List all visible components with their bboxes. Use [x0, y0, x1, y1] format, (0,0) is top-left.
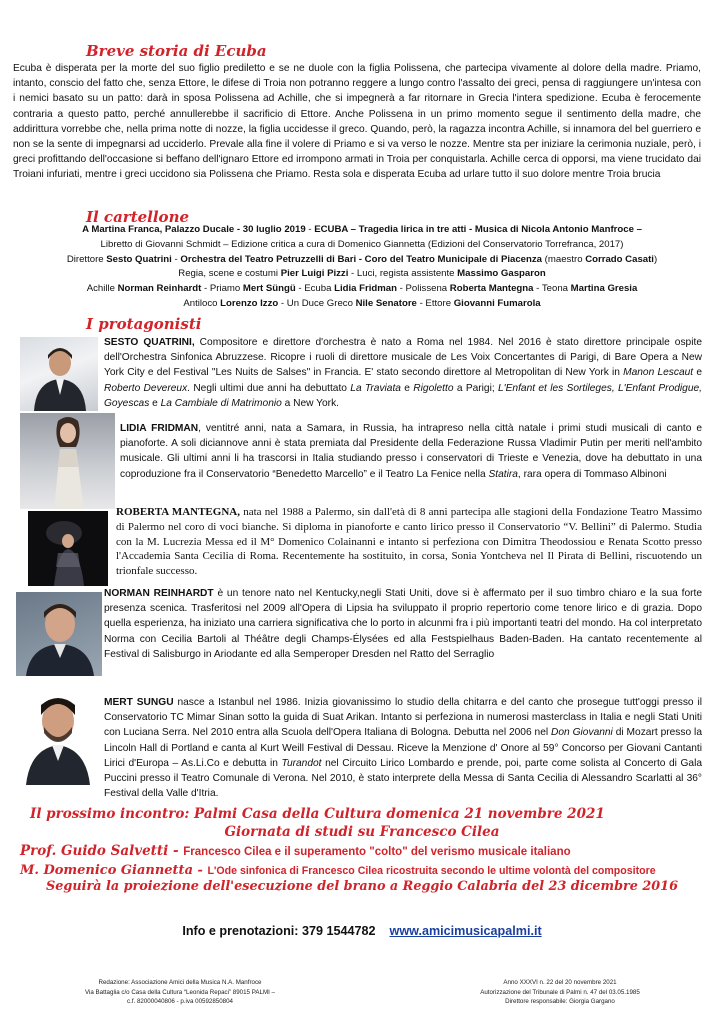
portrait-illustration [22, 689, 94, 785]
bio-roberta-mantegna: ROBERTA MANTEGNA, nata nel 1988 a Palermo, sin dall'età di 8 anni partecipa alle stagioni della Fondazione Teatro Massimo di Palermo nel coro di voci bianche. Si diploma in pianoforte e canto lirico presso il Conservatorio “V. Bellini” di Palermo. Studia con la M. Lucrezia Messa ed il M° Domenico Colainanni e intanto si perfeziona con Dimitra Theodossiou e Renata Scotto presso l'Accademia Santa Cecilia di Roma. Recentemente ha sostituito, in corsa, Sonia Yontcheva nel Il Pirata di Bellini, riscuotendo un trionfale successo. [116, 506, 702, 578]
roberta-mantegna-photo [28, 511, 108, 586]
cartellone-block [8, 223, 716, 312]
speaker-1-name: Prof. Guido Salvetti - [20, 843, 184, 859]
next-meeting-line-2: Giornata di studi su Francesco Cilea [224, 824, 500, 840]
speaker-1-talk: Francesco Cilea e il superamento "colto" del verismo musicale italiano [183, 846, 571, 858]
protagonisti-title: I protagonisti [86, 315, 202, 333]
info-phone: Info e prenotazioni: 379 1544782 [182, 924, 376, 938]
sesto-quatrini-photo [20, 337, 98, 411]
history-text: Ecuba è disperata per la morte del suo figlio prediletto e se ne duole con la figlia Polissena, che partecipa vivamente al dolore della madre. Priamo, intanto, conscio del fatto che, senza Ettore, le difese di Troia non potranno reggere a lungo contro l'assalto dei greci, pensa di raggiungere un'intesa con i nemici basato su un patto: darà in sposa Polissena ad Achille, che si impegnerà a far ritornare in Grecia l'intera spedizione. Ecuba è ferocemente contraria a questo patto, perché annullerebbe il sacrificio di Ettore. Anche Polissena in un primo momento segue il sentimento della madre, che addirittura vorrebbe che, nella prima notte di nozze, la figlia uccidesse il greco. Quando, però, la ragazza incontra Achille, si innamora del bel guerriero e non se la sente di impegnarsi ad ucciderlo. Prevale alla fine il volere di Priamo e si va verso le nozze. Mentre sta per iniziare la cerimonia nuziale, però, i greci profittando dell'occasione si beffano dell'ignaro Ettore ed irrompono armati in Troia per conquistarla. Achille cerca di opporsi, ma viene trucidato dai Troiani infuriati, mentre i greci uccidono sia Polissena che Priamo. Resta sola e disperata Ecuba ad urlare tutto il suo dolore mentre Troia brucia [13, 63, 701, 181]
portrait-illustration [20, 337, 98, 411]
bio-sesto-quatrini: SESTO QUATRINI, Compositore e direttore d'orchestra è nato a Roma nel 1984. Nel 2016 è stato direttore principale ospite dell'Orchestra Sinfonica Abruzzese. Ricopre i ruoli di direttore musicale de Les Voix Concertantes di Parigi, di Bare Opera a New York City e del Festival "Les Nuits de Salses" in Francia. E' stato secondo direttore al Metropolitan di New York in Manon Lescaut e Roberto Devereux. Negli ultimi due anni ha debuttato La Traviata e Rigoletto a Parigi; L'Enfant et les Sortileges, L'Enfant Prodigue, Goyescas e La Cambiale di Matrimonio a New York. [104, 337, 702, 409]
cartellone-line-5: Achille Norman Reinhardt - Priamo Mert Süngü - Ecuba Lidia Fridman - Polissena Roberta Mantegna - Teona Martina Gresia [86, 283, 638, 295]
portrait-illustration [16, 592, 102, 676]
speaker-2-row [20, 861, 656, 879]
website-link[interactable]: www.amicimusicapalmi.it [389, 924, 542, 938]
bio-mert-sungu: MERT SUNGU nasce a Istanbul nel 1986. Inizia giovanissimo lo studio della chitarra e del canto che prosegue tutt'oggi presso il Conservatorio TC Mimar Sinan sotto la guida di Suat Arikan. Intanto si perfeziona in numerosi masterclass in Italia e negli Stati Uniti con Luciana Serra. Nel 2010 entra alla Scuola dell'Opera Italiana di Bologna. Debutta nel 2006 nel Don Giovanni di Mozart presso la Lincoln Hall di Portland e canta al Kurt Weill Festival di Dessau. Riceve la Menzione d' Onore al 59° Concorso per Giovani Cantanti Lirici d'Europa – As.Li.Co e debutta in Turandot nel Circuito Lirico Lombardo e prende, poi, parte come solista al Concerto di Gala Puccini presso il Teatro Comunale di Verona. Nel 2010, è stato interprete della Messa di Santa Cecilia di Alessandro Scarlatti al 36° Festival della Valle d'Itria. [104, 697, 702, 800]
bio-lidia-fridman: LIDIA FRIDMAN, ventitré anni, nata a Samara, in Russia, ha intrapreso nella città natale i primi studi musicali di canto e pianoforte. A soli diciannove anni è stata premiata dal Presidente della Federazione Russa Vladimir Putin per meriti nell'ambito musicale. Gli ultimi anni li ha trascorsi in Italia studiando presso i conservatori di Trieste e Venezia, dove ha debuttato in una coproduzione fra il Conservatorio “Benedetto Marcello” e il Teatro La Fenice nella Statira, rara opera di Tommaso Albinoni [120, 423, 702, 480]
cartellone-line-1: A Martina Franca, Palazzo Ducale - 30 luglio 2019 - ECUBA – Tragedia lirica in tre atti - Musica di Nicola Antonio Manfroce – [82, 224, 642, 235]
mert-sungu-photo [22, 689, 94, 785]
speaker-2-talk: L'Ode sinfonica di Francesco Cilea ricostruita secondo le ultime volontà del compositore [207, 865, 656, 877]
cartellone-line-4: Regia, scene e costumi Pier Luigi Pizzi - Luci, regista assistente Massimo Gasparon [178, 268, 546, 280]
info-row [0, 924, 724, 938]
history-title: Breve storia di Ecuba [86, 42, 267, 60]
cartellone-line-3: Direttore Sesto Quatrini - Orchestra del Teatro Petruzzelli di Bari - Coro del Teatro Municipale di Piacenza (maestro Corrado Casati) [66, 253, 658, 265]
footer-address: Via Battaglia c/o Casa della Cultura “Leonida Repaci” 89015 PALMI – [85, 988, 275, 996]
footer-left [30, 978, 330, 1007]
norman-reinhardt-photo [16, 592, 102, 676]
footer-issue: Anno XXXVI n. 22 del 20 novembre 2021 [503, 979, 617, 986]
next-meeting-line-1: Il prossimo incontro: Palmi Casa della Cultura domenica 21 novembre 2021 [30, 806, 605, 822]
footer-authorization: Autorizzazione del Tribunale di Palmi n. 47 del 03.05.1985 [480, 988, 640, 996]
next-meeting-line-5: Seguirà la proiezione dell'esecuzione del brano a Reggio Calabria del 23 dicembre 2016 [45, 879, 678, 894]
footer-tax: c.f. 82000040806 - p.iva 00592850804 [127, 998, 233, 1005]
cartellone-line-2: Libretto di Giovanni Schmidt – Edizione critica a cura di Domenico Giannetta (Edizioni del Conservatorio Torrefranca, 2017) [100, 238, 624, 250]
speaker-1-row [20, 842, 571, 860]
cartellone-line-6: Antiloco Lorenzo Izzo - Un Duce Greco Nile Senatore - Ettore Giovanni Fumarola [183, 297, 541, 309]
bio-norman-reinhardt: NORMAN REINHARDT è un tenore nato nel Kentucky,negli Stati Uniti, dove si è affermato per il suo timbro chiaro e la sua forte presenza scenica. Trasferitosi nel 2009 all'Opera di Lipsia ha sviluppato il proprio repertorio come tenore lirico e di grazia. Dopo quella esperienza, ha iniziato una carriera significativa che lo porto in alcunmi fra i più importanti teatri del mondo. Ha col interpretato Norma con Cecilia Bartoli al Théâtre degli Champs-Élysées ed alla Festspielhaus Baden-Baden. Ha cantato recentemente al Festival di Salisburgo in Ariodante ed alla Semperoper Dresden nel Ratto del Serraglio [104, 588, 702, 660]
footer-right [420, 978, 700, 1007]
footer-director: Direttore responsabile: Giorgia Gargano [505, 998, 615, 1005]
portrait-illustration [28, 511, 108, 586]
speaker-2-name: M. Domenico Giannetta - [20, 863, 208, 878]
footer-editor: Redazione: Associazione Amici della Musica N.A. Manfroce [98, 979, 262, 986]
lidia-fridman-photo [20, 413, 115, 509]
portrait-illustration [20, 413, 115, 509]
cartellone-title: Il cartellone [86, 208, 190, 226]
